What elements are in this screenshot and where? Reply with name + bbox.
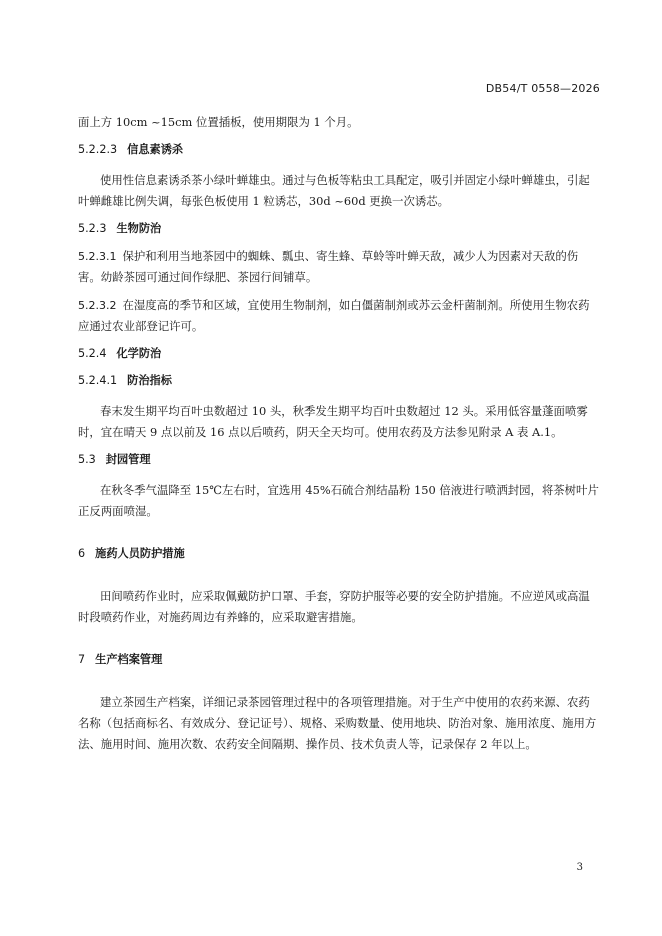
- heading-title: 封园管理: [105, 453, 151, 466]
- heading-5-2-3: [78, 219, 600, 239]
- heading-number: 5.2.2.3: [78, 143, 118, 156]
- heading-number: 5.2.4: [78, 347, 107, 360]
- continued-paragraph: 面上方 10cm ~15cm 位置插板，使用期限为 1 个月。: [78, 115, 359, 129]
- heading-title: 防治指标: [127, 374, 172, 387]
- heading-number: 6: [78, 547, 86, 560]
- paragraph-5-3: 在秋冬季气温降至 15℃左右时，宜选用 45%石硫合剂结晶粉 150 倍液进行喷洒封园，将茶树叶片正反两面喷湿。: [78, 483, 599, 518]
- item-5-2-3-1: [78, 246, 600, 288]
- item-number: 5.2.3.1: [78, 250, 117, 263]
- item-text: 保护和利用当地茶园中的蜘蛛、瓢虫、寄生蜂、草蛉等叶蝉天敌，减少人为因素对天敌的伤害。幼龄茶园可通过间作绿肥、茶园行间铺草。: [78, 249, 579, 284]
- item-text: 在湿度高的季节和区域，宜使用生物制剂，如白僵菌制剂或苏云金杆菌制剂。所使用生物农药应通过农业部登记许可。: [78, 298, 590, 333]
- heading-5-3: [78, 450, 600, 470]
- paragraph-7: 建立茶园生产档案，详细记录茶园管理过程中的各项管理措施。对于生产中使用的农药来源、农药名称（包括商标名、有效成分、登记证号）、规格、采购数量、使用地块、防治对象、施用浓度、施用方法、施用时间、施用次数、农药安全间隔期、操作员、技术负责人等，记录保存 2 年以上。: [78, 695, 597, 751]
- page-content: [78, 112, 600, 755]
- heading-number: 7: [78, 653, 86, 666]
- heading-title: 化学防治: [116, 347, 162, 360]
- heading-title: 信息素诱杀: [127, 143, 184, 156]
- paragraph-6: 田间喷药作业时，应采取佩戴防护口罩、手套，穿防护服等必要的安全防护措施。不应逆风或高温时段喷药作业，对施药周边有养蜂的，应采取避害措施。: [78, 589, 590, 624]
- heading-number: 5.2.4.1: [78, 374, 118, 387]
- document-id: DB54/T 0558—2026: [485, 82, 600, 95]
- heading-5-2-2-3: [78, 140, 600, 160]
- page-number: 3: [576, 862, 583, 873]
- heading-5-2-4: [78, 344, 600, 364]
- heading-title: 生物防治: [116, 222, 162, 235]
- heading-title: 施药人员防护措施: [95, 547, 185, 560]
- heading-number: 5.2.3: [78, 222, 107, 235]
- item-5-2-3-2: [78, 295, 600, 337]
- heading-5-2-4-1: [78, 371, 600, 391]
- heading-title: 生产档案管理: [95, 653, 163, 666]
- heading-6: [78, 544, 600, 564]
- heading-7: [78, 650, 600, 670]
- paragraph-5-2-2-3: 使用性信息素诱杀茶小绿叶蝉雄虫。通过与色板等粘虫工具配定，吸引并固定小绿叶蝉雄虫，引起叶蝉雌雄比例失调，每张色板使用 1 粒诱芯，30d ~60d 更换一次诱芯。: [78, 173, 590, 208]
- paragraph-5-2-4-1: 春末发生期平均百叶虫数超过 10 头，秋季发生期平均百叶虫数超过 12 头。采用低容量蓬面喷雾时，宜在晴天 9 点以前及 16 点以后喷药，阴天全天均可。使用农药及方法参见附录 A 表 A.1。: [78, 404, 588, 439]
- heading-number: 5.3: [78, 453, 96, 466]
- item-number: 5.2.3.2: [78, 299, 117, 312]
